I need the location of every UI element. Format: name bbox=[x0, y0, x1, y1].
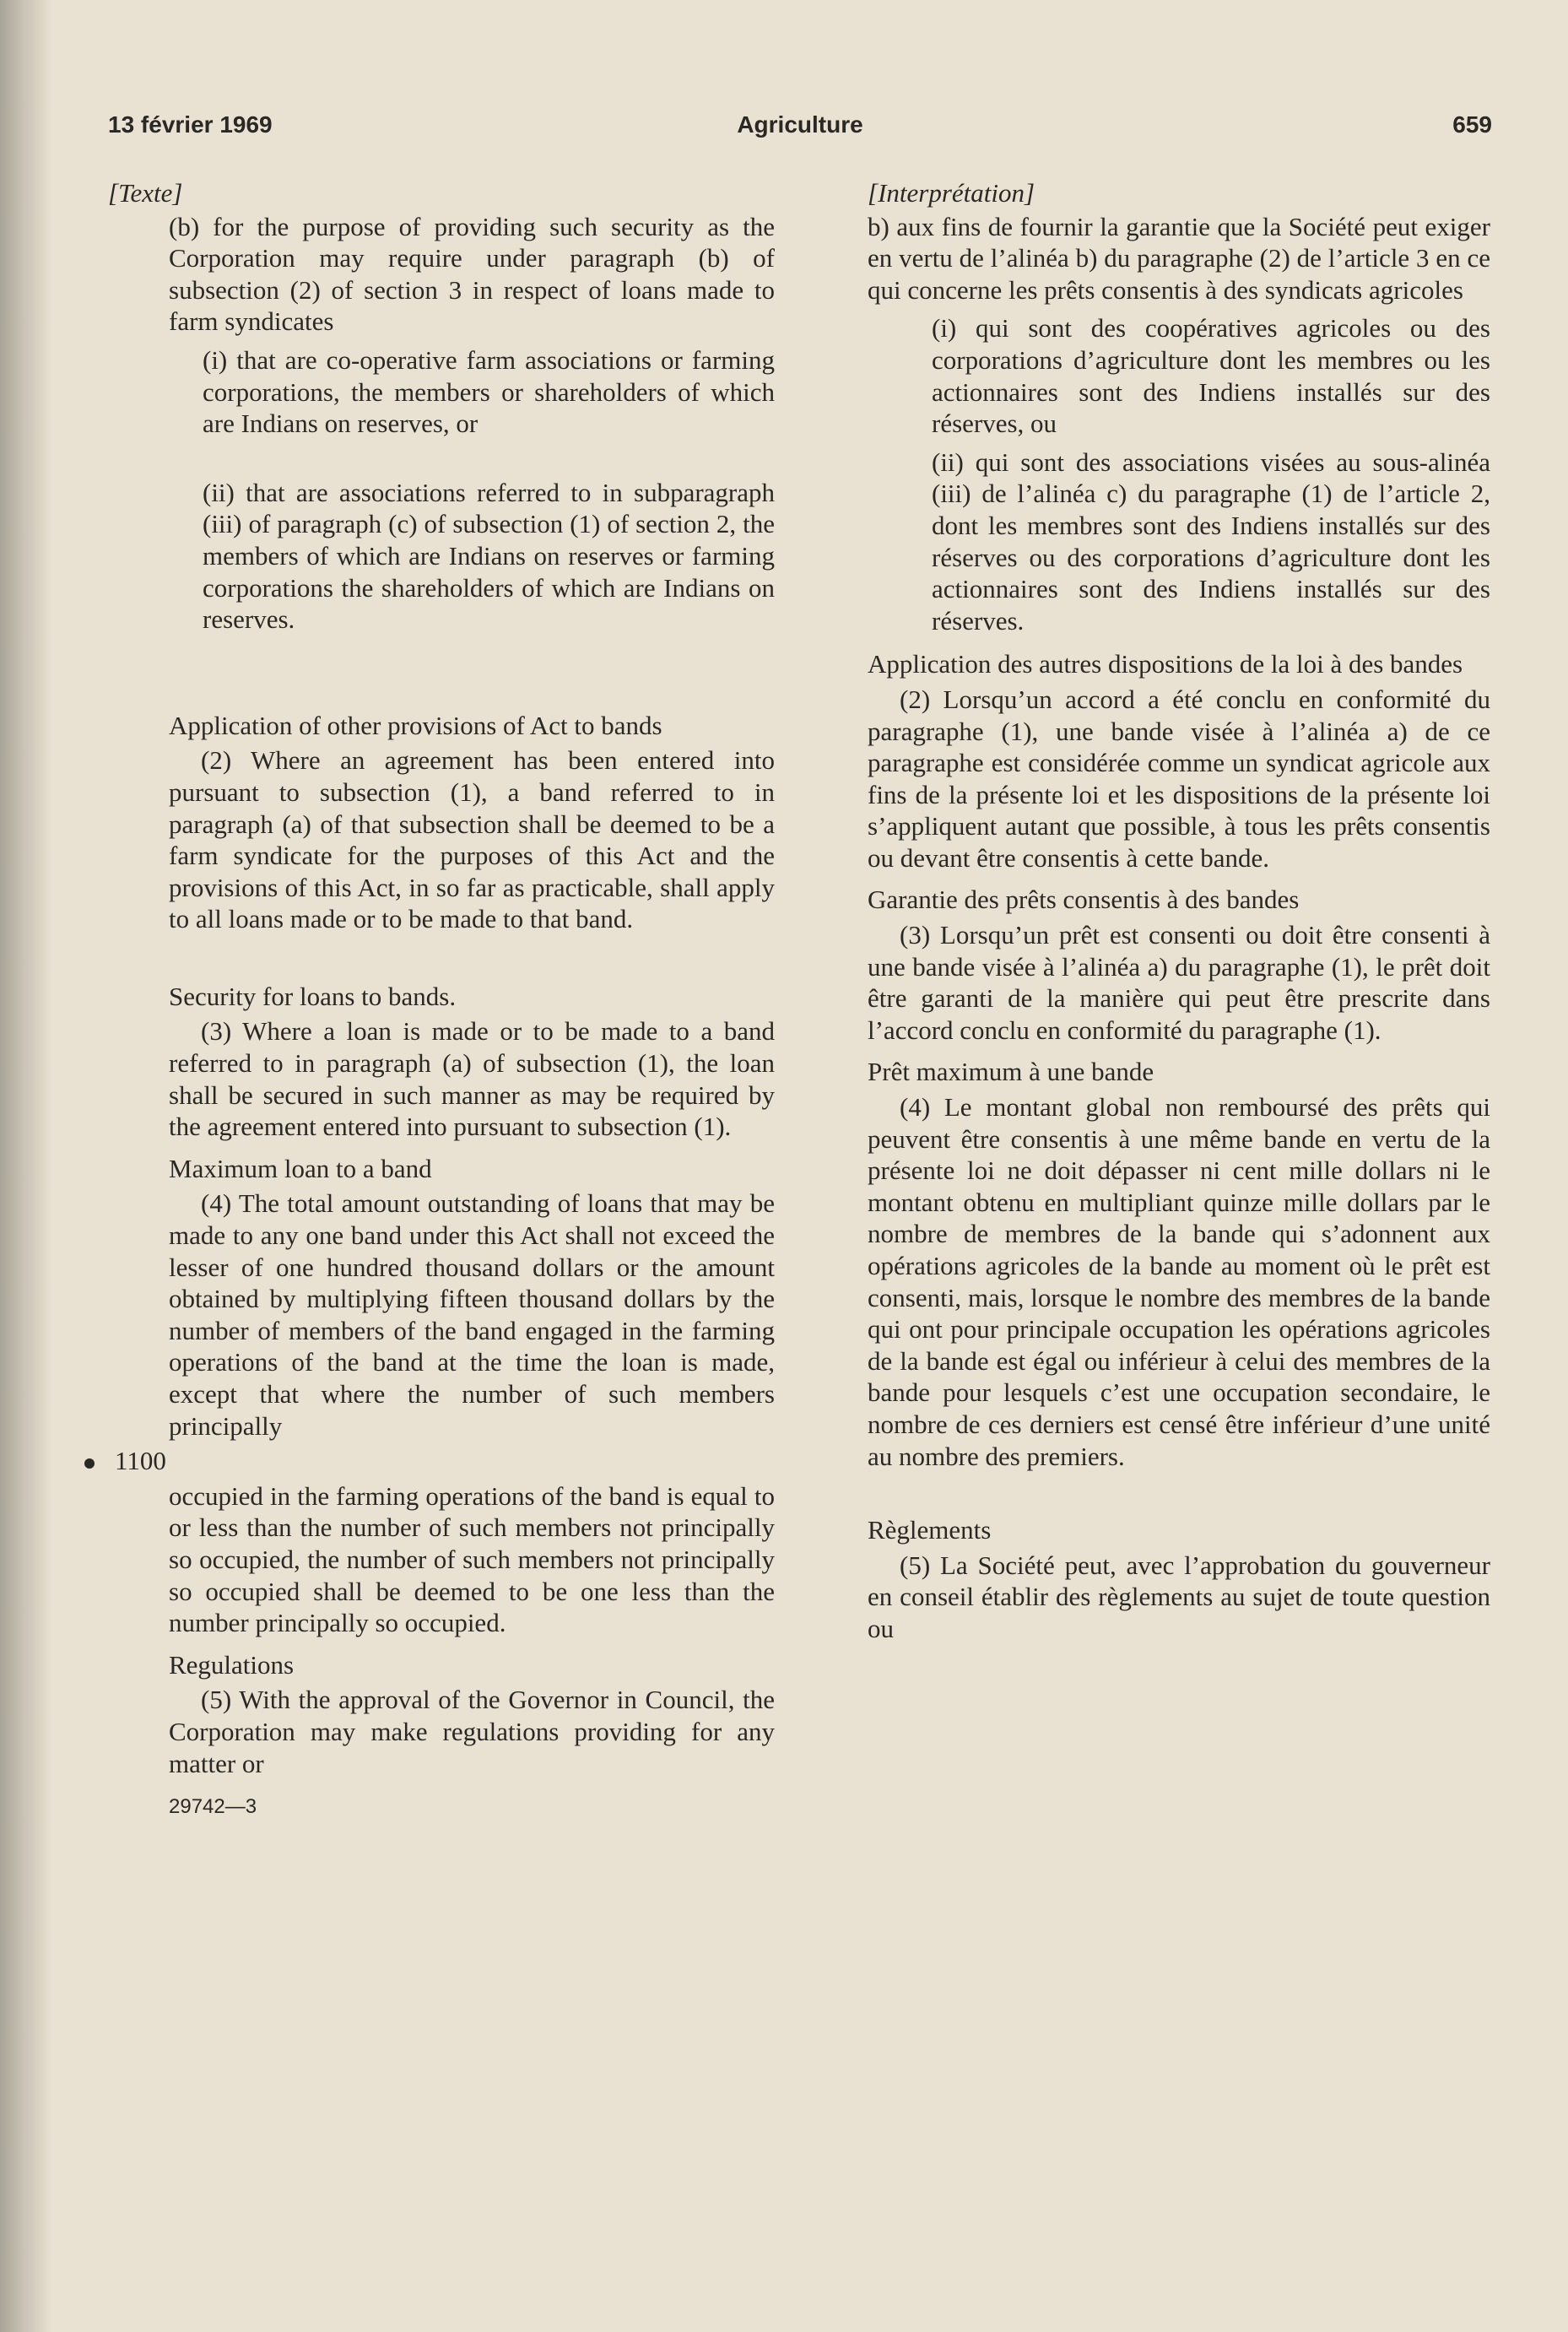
english-column bbox=[108, 177, 775, 1823]
french-subsection-3: (3) Lorsqu’un prêt est consenti ou doit être consenti à une bande visée à l’alinéa a) du paragraphe (1), le prêt doit être garanti de la manière qui peut être prescrite dans l’accord conclu en conformité du paragraphe (1). bbox=[868, 920, 1490, 1045]
english-subparagraph-i: (i) that are co-operative farm associations or farming corporations, the members or shareholders of which are Indians on reserves, or bbox=[203, 344, 775, 439]
french-paragraph-b: b) aux fins de fournir la garantie que la Société peut exiger en vertu de l’alinéa b) du paragraphe (2) de l’article 3 en ce qui concerne les prêts consentis à des syndicats agricoles bbox=[868, 211, 1490, 305]
english-subsection-2: (2) Where an agreement has been entered into pursuant to subsection (1), a band referred to in paragraph (a) of that subsection shall be deemed to be a farm syndicate for the purposes of this Act and the provisions of this Act, in so far as practicable, shall apply to all loans made or to be made to that band. bbox=[169, 745, 775, 934]
english-subsection-3: (3) Where a loan is made or to be made to a band referred to in paragraph (a) of subsection (1), the loan shall be secured in such manner as may be required by the agreement entered into pursuant to subsection (1). bbox=[169, 1016, 775, 1142]
page-header bbox=[108, 111, 1492, 145]
english-subparagraph-ii: (ii) that are associations referred to in subparagraph (iii) of paragraph (c) of subsection (1) of section 2, the members of which are Indians on reserves or farming corporations the shareholders of which are Indians on reserves. bbox=[203, 477, 775, 635]
french-heading-regulations: Règlements bbox=[868, 1515, 992, 1545]
french-subparagraph-ii: (ii) qui sont des associations visées au sous-alinéa (iii) de l’alinéa c) du paragraphe (1) de l’article 2, dont les membres sont des Indiens installés sur des réserves ou des corporations d’agriculture dont les actionnaires sont des Indiens installés sur des réserves. bbox=[932, 446, 1490, 636]
french-subsection-5: (5) La Société peut, avec l’approbation du gouverneur en conseil établir des règlements au sujet de toute question ou bbox=[868, 1550, 1490, 1643]
english-subsection-4-part-1: (4) The total amount outstanding of loans that may be made to any one band under this Act shall not exceed the lesser of one hundred thousand dollars or the amount obtained by multiplying fifteen thousand dollars by the number of members of the band engaged in the farming operations of the band at the time the loan is made, except that where the number of such members principally bbox=[169, 1188, 775, 1441]
french-tag: [Interprétation] bbox=[868, 178, 1035, 208]
french-heading-maximum: Prêt maximum à une bande bbox=[868, 1057, 1154, 1087]
french-subsection-4: (4) Le montant global non remboursé des prêts qui peuvent être consentis à une même bande en vertu de la présente loi ne doit dépasser ni cent mille dollars ni le montant obtenu en multipliant quinze mille dollars par le nombre de membres de la bande qui s’adonnent aux opérations agricoles de la bande au moment où le prêt est consenti, mais, lorsque le nombre des membres de la bande qui ont pour principale occupation les opérations agricoles de la bande est égal ou inférieur à celui des membres de la bande pour lesquels c’est une occupation secondaire, le nombre de ces derniers est censé être inférieur d’une unité au nombre des premiers. bbox=[868, 1092, 1490, 1471]
french-heading-security: Garantie des prêts consentis à des bandes bbox=[868, 885, 1300, 915]
time-marker bbox=[84, 1445, 775, 1477]
english-subsection-5: (5) With the approval of the Governor in Council, the Corporation may make regulations providing for any matter or bbox=[169, 1685, 775, 1778]
footer-code: 29742—3 bbox=[169, 1795, 257, 1819]
english-heading-regulations: Regulations bbox=[169, 1649, 295, 1680]
page-binding-shadow bbox=[0, 0, 52, 2332]
english-heading-security: Security for loans to bands. bbox=[169, 981, 457, 1011]
french-subsection-2: (2) Lorsqu’un accord a été conclu en conformité du paragraphe (1), une bande visée à l’alinéa a) de ce paragraphe est considérée comme un syndicat agricole aux fins de la présente loi et les dispositions de la présente loi s’appliquent autant que possible, à tous les prêts consentis ou devant être consentis à cette bande. bbox=[868, 684, 1490, 873]
header-page-number: 659 bbox=[1452, 111, 1492, 138]
header-title: Agriculture bbox=[737, 111, 863, 138]
french-heading-application: Application des autres dispositions de la loi à des bandes bbox=[868, 649, 1463, 679]
english-subsection-4-part-2: occupied in the farming operations of the band is equal to or less than the number of such members not principally so occupied, the number of such members not principally so occupied shall be deemed to be one less than the number principally so occupied. bbox=[169, 1480, 775, 1638]
english-paragraph-b: (b) for the purpose of providing such security as the Corporation may require under paragraph (b) of subsection (2) of section 3 in respect of loans made to farm syndicates bbox=[169, 211, 775, 337]
french-subparagraph-i: (i) qui sont des coopératives agricoles ou des corporations d’agriculture dont les membres ou les actionnaires sont des Indiens installés sur des réserves, ou bbox=[932, 313, 1490, 439]
time-marker-value: 1100 bbox=[115, 1446, 166, 1476]
english-heading-application: Application of other provisions of Act to bands bbox=[169, 710, 662, 740]
english-tag: [Texte] bbox=[108, 178, 183, 208]
header-date: 13 février 1969 bbox=[108, 111, 273, 138]
bullet-icon bbox=[84, 1458, 95, 1469]
english-heading-maximum: Maximum loan to a band bbox=[169, 1153, 432, 1183]
french-column bbox=[868, 177, 1490, 1645]
